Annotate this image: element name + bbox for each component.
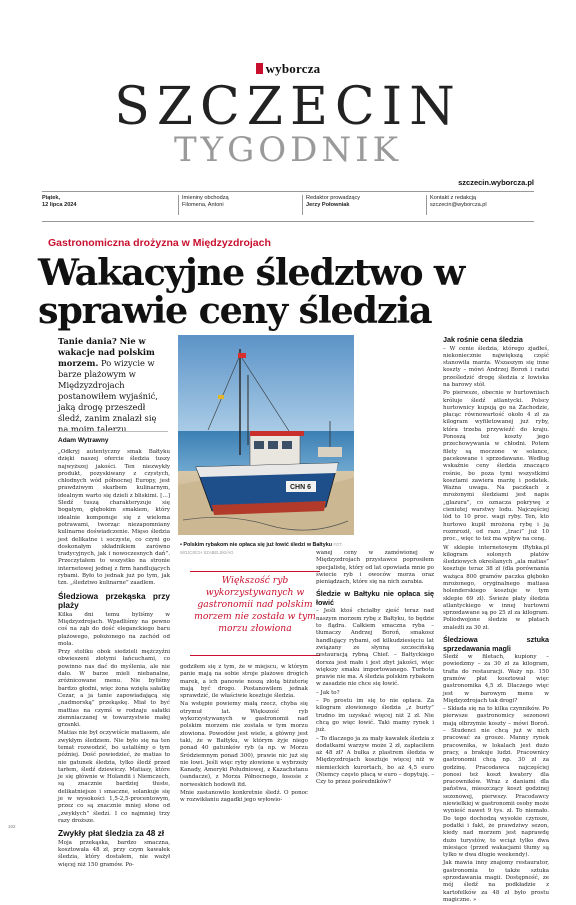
lead-text: Po wizycie w barze plażowym w Międzyzdrojach postanowiłem wyjaśnić, jaką drogę przeszedł śledź, zanim znalazł się na moim talerzu. [58,358,158,434]
editor-block [302,195,420,215]
masthead-edition: TYGODNIK [174,130,402,170]
page-number: 102 [8,824,16,829]
paragraph: – To dlaczego ja za mały kawałek śledzia z dodatkami warzyw może 2 zł, zapłaciłem aż 48 zł? A bułka z plastrem śledzia w Międzyzdrojach kosztuje więcej niż w niemieckich kurortach, bo aż 4,5 euro (Niemcy często płacą w euro – dopytuję. – Czy to przez pośredników? [316,735,434,786]
paragraph: – Jeśli ktoś chciałby zjeść teraz nad naszym morzem rybę z Bałtyku, to będzie to flądra. Całkiem smaczna ryba – tłumaczy Andrzej Boroń, smakosz handlujący rybami, od kilkudziesięciu lat związany ze słynną szczecińską restauracją rybną Chief. – Bałtyckiego dorsza jest mało i jest zbyt jakości, więc większy smaku importowanego. Turbota prawie nie ma. A śledzia polskim rybakom w zasadzie nie chce się łowić. [316,608,434,688]
info-bottom-divider [42,221,534,222]
nameday-block [178,195,296,215]
paragraph: Moja przekąska, bardzo smaczna, kosztowała 48 zł, przy czym kawałek śledzia, który dostałem, nie ważył więcej niż 150 gramów. Po- [58,839,170,868]
paragraph: Przy stoliku obok siedzieli mężczyźni obwieszeni złotymi łańcuchami, co powinno nas dać do myślenia, ale nie dało. W barze mieli niebanalne, zróżnicowane menu. Nie byliśmy bardzo głodni, więc żona wzięła sałatkę Cezar, a ja tanie zapowiadającą się „nadmorską” przekąskę. Miał to być mattias na czymś w rodzaju sałatki ziemniaczanej w towarzystwie małej grzanki. [58,649,170,729]
paragraph: Po pierwsze, obecnie w hurtowniach króluje śledź atlantycki. Polscy hurtownicy kupują go na Zachodzie, płacąc równowartość około 4 zł za kilogram wyfiletowanej już ryby, która trzeba przywieźć do kraju. Ponoszą też koszty jego przechowywania w chłodni. Potem filety są moczone w solance, pacekowane i sprzedawane. Według wskaźnie ceny śledzia znacząco rośnie, bo poza tymi wszystkimi kosztami zawiera marżę i podatek. Ważna uwaga. Na paczkach z mrożonymi śledziami jest napis „glazura”, co oznacza pokrywę z cieniutej warstwy lodu. Najczęściej lód to 10 proc. wagi ryby. Ten, kto hurtowo kupił mrożona rybę i ją rozmroził, od razu „traci” już 10 proc., więc to też ma wpływ na cenę. [443,390,549,543]
brand-mark-icon [256,63,263,74]
paragraph: – W cenie śledzia, którego zjadłeś, niekoniecznie największą część stanowiła marża. Wszaszym się inne koszty – mówi Andrzej Boroń i radzi prześledzić drogę śledzia z łowiska na barowy stół. [443,345,549,388]
brand-name: wyborcza [265,60,321,76]
paragraph: Na wstępie powiemy małą rzecz, chyba się otrymuł lat. Większość ryb wykorzystywanych w gastronomii nad polskim morzem nie została w tym morzu złowiona. Powodów jest wiele, a główny jest taki, że w Bałtyku, w którym żyje niego ponad 40 gatunków ryb (a np. w Morzu Śródziemnym ponad 300), prawie nic już się nie łowi. Jeśli więc ryby złowione u wybrzeży Kanady, Ameryki Południowej, z Kazachstanu (sandacze), z Morza Północnego, łososie z norweskich hodowli itd. [180,701,308,788]
article-photo [178,335,354,535]
paragraph: Mnie zastanowiło konkretnie śledź. O ponoc w rozwikłaniu zagadki jego wyłowio- [180,790,308,804]
subheading: Śledzie w Bałtyku nie opłaca się łowić [316,589,434,607]
pull-quote: Większość ryb wykorzystywanych w gastronomii nad polskim morzem nie została w tym morzu złowiona [194,575,316,634]
paragraph: wanej ceny w zamówionej w Międzyzdrojach przystawce poprosiłem specjalistę, który od lat opowiada mnie po świecie ryb i owoców morza oraz pieniądzach, które się na nich zarabia. [316,550,434,586]
contact-block [426,195,534,215]
paragraph: – Jak to? [316,689,340,696]
contact-label: Kontakt z redakcją [430,195,477,201]
brand-logo [0,59,576,78]
date-day: 12 lipca 2024 [42,202,77,208]
pullquote-bottom-rule [190,655,320,656]
editor-name: Jerzy Połowniak [306,202,350,208]
column-3 [316,550,434,788]
fishing-boat-image [178,335,354,535]
caption-text: Polskim rybakom nie opłaca się już łowić śledzi w Bałtyku [183,542,332,548]
paragraph: – Po prostu im się to nie opłaca. Za kilogram złowionego śledzia „z burty” trudno im uzyskać więcej niż 2 zł. Nie chcą go więc łowić. Taki mamy rynek i już. [316,698,434,734]
column-2 [180,664,308,806]
article-headline: Wakacyjne śledztwo w sprawie ceny śledzia [38,251,465,332]
nameday-label: Imieniny obchodzą [182,195,229,201]
date-block [42,195,172,215]
article-kicker: Gastronomiczna drożyzna w Międzyzdrojach [48,237,271,249]
subheading: Jak rośnie cena śledzia [443,335,523,344]
subheading: Zwykły płat śledzia za 48 zł [58,828,165,839]
column-1 [58,449,170,870]
site-url[interactable]: szczecin.wyborcza.pl [458,178,534,187]
paragraph: – Składa się na to kilka czynników. Po pierwsze gastronomicy sezonowi mają olbrzymie koszty – mówi Boroń. – Studenci nie chcą już w nich pracować za grosze. Manny rynek pracownika, w lokalach jest dużo pracy, a brakuje ludzi. Pracownicy gastronomii chcą np. 30 zł za godzinę. Pracodawca najczęściej ponosi też koszt kwatery dla pracowników. Wraz z daniami dla państwa, mieszczący koszt godzinej sezonowej, pierwszy. Pracodawcy niewielkiej w gastronomii osoby może wynieść nawet 9 tys. zł. To niemało. Do tego dochodzą wysokie czynsze, podatki i fakt, że prawdziwy sezon, kiedy nad morzem jest naprawdę dużo turystów, to wciąż tylko dwa miesiące (przed wakacjami tłumy są tylko w dwa długie weekendy). [443,706,549,859]
article-author: Adam Wytrawny [58,437,109,444]
paragraph: „Odkryj autentyczny smak Bałtyku dzięki naszej ofercie śledzia tuszy najwyższej jakości. Ten niezwykły produkt, pozyskiwany z czystych, chłodnych wód północnej Europy, jest prawdziwym skarbem kulinarnym, idealnym warto się dzieli z bliskimi. […] Śledź tuszą charakteryzuje się bogatym, głębokim smakiem, który idealnie komponuje się z wieloma potrawami, tworząc niezapomniany kulinarne doświadczenie. Mięso śledzia jest delikatne i soczyste, co czyni go doskonałym składnikiem zarówno tradycyjnych, jak i nowoczesnych dań”. Przeczytałem to wszystko na stronie internetowej jednej z firm handlujących rybami. Było to jednak już po tym, jak tzn. „śledztwo kulinarne” zaadlem. [58,449,170,587]
photo-credit: FOT. WOJCIECH SZABELSKI/AG [180,542,343,555]
article-lead [58,336,168,435]
svg-text:CHN 6: CHN 6 [290,484,312,491]
subheading: Śledziowa przekąska przy plaży [58,590,170,611]
subheading: Śledziowa sztuka sprzedawania magli [443,635,549,653]
info-row [42,195,534,215]
column-4 [443,336,549,905]
paragraph: godziłem się z tym, że w miejscu, w którym panie mają na sobie stroje plażowe drogich marek, a ich panowie noszą złotą biżuterię mają być drogo. Postanowiłem jednak sprawdzić, ile właściwie kosztuje śledzia. [180,664,308,700]
paragraph: Jak mawia inny znajomy restaurator, gastronomia to także sztuka sprzedawania magii. Dostępność, ze mój śledź na podkładzie z kartofelków za 48 zł było prostu magiczne. » [443,860,549,903]
pullquote-top-rule [190,571,320,572]
nameday-names: Filomena, Antoni [182,202,224,208]
paragraph: Kilka dni temu byliśmy w Międzyzdrojach. Wpadliśmy na pewno coś na ząb do dość eleganckiego baru plażowego, położonego na zachód od mola. [58,611,170,647]
editor-label: Redaktor prowadzący [306,195,361,201]
paragraph: W sklepie internetowym iRybka.pl kilogram solonych płatów śledziowych określanych „ala matias” kosztuje teraz 38 zł (dla porównania ważąca 800 gramów paczka głęboko mrożonego, oryginalnego matiasa holenderskiego kosztuje w tym sklepie 69 zł). Świeże płaty śledzia atlantyckiego w innej hurtowni sprzedawane są po 25 zł za kilogram. Poliodwojone śledzie w płatach znaleźli za 30 zł. [443,544,549,631]
contact-email[interactable]: szczecin@wyborcza.pl [430,202,487,208]
date-weekday: Piątek, [42,195,61,201]
info-top-divider [42,191,534,192]
lead-bold: Tanie dania? Nie w wakacje nad polskim morzem. [58,336,155,368]
paragraph: Śledź w filetach, kupiony – powiedzmy – za 30 zł za kilogram, trafia do restauracji. Waży np. 150 gramów płat kosztował więc gastronomika 4,5 zł. Dlaczego więc jest w barowym menu w Międzyzdrojach tak drogi? [443,654,549,704]
caption-bullet: • [180,542,184,548]
masthead-city: SZCZECIN [114,77,462,137]
byline-divider [58,431,168,432]
paragraph: Matias nie był oczywiście matiasem, ale zwykłym śledziem. Nie było się na ten temat rozwodzić, bo ustaliśmy o tym później. Dość powiedzieć, że matias to nie gatunek śledzia, tylko śledź przed tarłem, śledź dziewiczy. Matiasy, które je się głównie w Holandii i Niemczech, są znacznie bardziej tłuste, delikatniejsze i smaczne, solankuje się je w wysokości 1,5-2,5-procentowym, przez co są znacznie mniej słone od „zwykłych” śledzi. I co najmniej trzy razy droższe. [58,730,170,824]
